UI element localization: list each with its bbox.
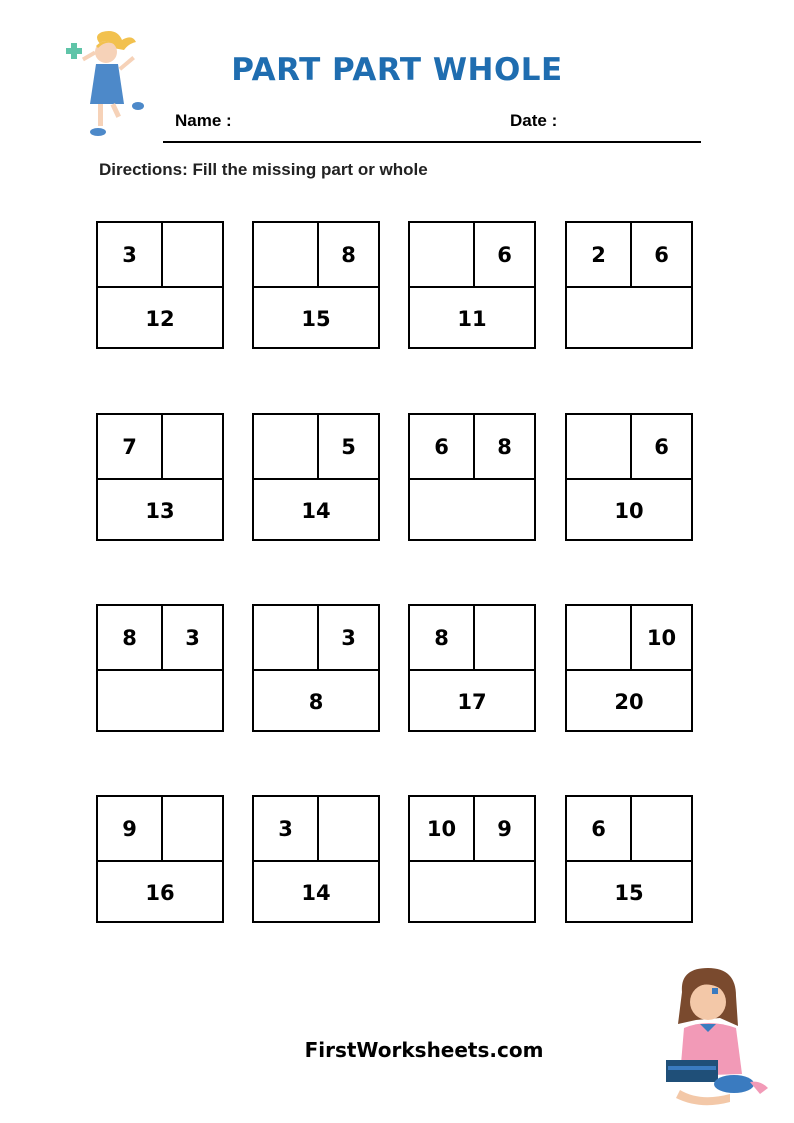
part-a-cell[interactable]: 3 <box>254 797 319 860</box>
part-b-cell[interactable]: 6 <box>497 242 512 267</box>
whole-cell[interactable]: 13 <box>98 478 222 541</box>
whole-cell[interactable]: 14 <box>254 860 378 923</box>
part-a-cell[interactable]: 9 <box>98 797 163 860</box>
part-a-cell[interactable]: 6 <box>410 415 475 478</box>
part-a-cell[interactable]: 10 <box>410 797 475 860</box>
page-title: PART PART WHOLE <box>231 52 563 88</box>
part-whole-box <box>408 413 536 541</box>
part-whole-box <box>252 604 380 732</box>
part-whole-box <box>565 413 693 541</box>
part-a-cell[interactable]: 2 <box>567 223 632 286</box>
part-b-cell[interactable] <box>163 415 222 478</box>
whole-cell[interactable]: 15 <box>254 286 378 349</box>
part-a-cell[interactable] <box>254 223 319 286</box>
part-a-cell[interactable] <box>254 606 319 669</box>
part-a-cell[interactable] <box>567 606 632 669</box>
part-whole-box <box>252 413 380 541</box>
whole-cell[interactable]: 20 <box>567 669 691 732</box>
part-a-cell[interactable]: 6 <box>567 797 632 860</box>
footer-site-name: FirstWorksheets.com <box>304 1038 544 1062</box>
part-b-cell[interactable]: 3 <box>341 625 356 650</box>
part-a-cell[interactable] <box>567 415 632 478</box>
part-a-cell[interactable]: 3 <box>98 223 163 286</box>
part-b-cell[interactable]: 10 <box>646 625 677 650</box>
part-b-cell[interactable] <box>475 606 534 669</box>
date-label: Date : <box>510 111 558 130</box>
part-b-cell[interactable]: 6 <box>654 434 669 459</box>
whole-cell[interactable] <box>98 669 222 732</box>
part-b-cell[interactable] <box>632 797 691 860</box>
whole-cell[interactable] <box>567 286 691 349</box>
whole-cell[interactable]: 11 <box>410 286 534 349</box>
part-whole-box <box>408 795 536 923</box>
part-whole-box <box>96 221 224 349</box>
part-a-cell[interactable] <box>254 415 319 478</box>
whole-cell[interactable]: 8 <box>254 669 378 732</box>
whole-cell[interactable]: 17 <box>410 669 534 732</box>
part-b-cell[interactable]: 8 <box>341 242 356 267</box>
part-a-cell[interactable]: 8 <box>98 606 163 669</box>
part-whole-box <box>252 221 380 349</box>
part-whole-box <box>96 795 224 923</box>
part-whole-box <box>408 604 536 732</box>
directions: Directions: Fill the missing part or whole <box>99 160 428 179</box>
girl-with-book-icon <box>660 962 770 1112</box>
part-whole-box <box>565 795 693 923</box>
part-b-cell[interactable]: 3 <box>185 625 200 650</box>
whole-cell[interactable]: 16 <box>98 860 222 923</box>
part-b-cell[interactable] <box>319 797 378 860</box>
part-whole-box <box>96 413 224 541</box>
whole-cell[interactable]: 15 <box>567 860 691 923</box>
name-date-line[interactable] <box>163 141 701 143</box>
part-b-cell[interactable] <box>163 223 222 286</box>
part-b-cell[interactable] <box>163 797 222 860</box>
part-b-cell[interactable]: 8 <box>497 434 512 459</box>
part-whole-box <box>565 604 693 732</box>
whole-cell[interactable] <box>410 860 534 923</box>
part-whole-box <box>252 795 380 923</box>
whole-cell[interactable]: 12 <box>98 286 222 349</box>
name-label: Name : <box>175 111 232 130</box>
part-whole-box <box>408 221 536 349</box>
part-b-cell[interactable]: 9 <box>497 816 512 841</box>
part-whole-box <box>96 604 224 732</box>
part-a-cell[interactable] <box>410 223 475 286</box>
part-b-cell[interactable]: 5 <box>341 434 356 459</box>
part-b-cell[interactable]: 6 <box>654 242 669 267</box>
whole-cell[interactable] <box>410 478 534 541</box>
whole-cell[interactable]: 14 <box>254 478 378 541</box>
part-a-cell[interactable]: 8 <box>410 606 475 669</box>
part-whole-box <box>565 221 693 349</box>
part-a-cell[interactable]: 7 <box>98 415 163 478</box>
whole-cell[interactable]: 10 <box>567 478 691 541</box>
